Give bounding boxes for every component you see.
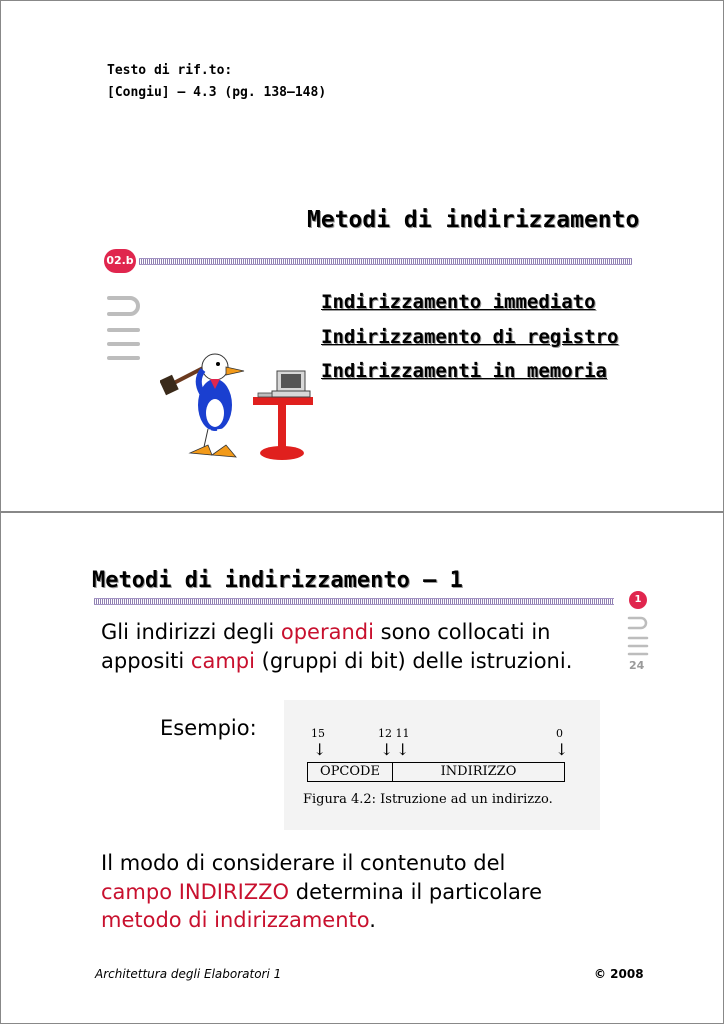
text: (gruppi di bit) delle istruzioni. xyxy=(254,649,573,673)
reference-line-2: [Congiu] – 4.3 (pg. 138–148) xyxy=(107,85,327,100)
bit-label-12-11: 12 11 xyxy=(378,727,410,740)
text: Gli indirizzi degli xyxy=(101,620,281,644)
metodo-highlight: metodo di indirizzamento xyxy=(101,908,370,932)
duck-with-hammer-computer-illustration xyxy=(160,345,320,470)
footer-copyright: © 2008 xyxy=(594,967,644,981)
slide-2-title-rule xyxy=(94,598,614,605)
text: . xyxy=(369,908,376,932)
text: sono collocati in xyxy=(373,620,551,644)
down-arrow-icon: ↓ xyxy=(313,740,327,759)
paragraph-2-line-3 xyxy=(101,908,376,932)
example-label: Esempio: xyxy=(160,716,257,740)
bullet-immediate-addressing: Indirizzamento immediato xyxy=(321,291,596,313)
figure-caption: Figura 4.2: Istruzione ad un indirizzo. xyxy=(303,792,553,807)
down-arrow-icon: ↓ xyxy=(396,740,410,759)
university-logo-icon-small xyxy=(627,615,649,659)
reference-line-1: Testo di rif.to: xyxy=(107,63,233,78)
bullet-register-addressing: Indirizzamento di registro xyxy=(321,326,619,348)
page-total: 24 xyxy=(629,659,645,672)
down-arrow-icon: ↓ xyxy=(555,740,569,759)
campi-highlight: campi xyxy=(190,649,255,673)
university-logo-icon xyxy=(106,292,142,366)
text: appositi xyxy=(101,649,191,673)
footer-course: Architettura degli Elaboratori 1 xyxy=(95,967,282,981)
opcode-field: OPCODE xyxy=(307,762,393,782)
text: determina il particolare xyxy=(289,880,543,904)
down-arrow-icon: ↓ xyxy=(380,740,394,759)
slide-2-badge: 1 xyxy=(629,591,647,609)
indirizzo-field: INDIRIZZO xyxy=(392,762,565,782)
slide-1-title-rule xyxy=(139,258,632,265)
slide-1-badge: 02.b xyxy=(104,249,136,273)
slide-2-title: Metodi di indirizzamento – 1 xyxy=(92,568,463,593)
paragraph-1-line-2 xyxy=(101,649,572,673)
bit-label-0: 0 xyxy=(556,727,563,740)
paragraph-1-line-1 xyxy=(101,620,550,644)
operandi-highlight: operandi xyxy=(280,620,374,644)
campo-indirizzo-highlight: campo INDIRIZZO xyxy=(101,880,290,904)
paragraph-2-line-1: Il modo di considerare il contenuto del xyxy=(101,851,506,875)
slide-1-title: Metodi di indirizzamento xyxy=(307,207,640,233)
bullet-memory-addressing: Indirizzamenti in memoria xyxy=(321,360,607,382)
bit-label-15: 15 xyxy=(311,727,325,740)
paragraph-2-line-2 xyxy=(101,880,542,904)
